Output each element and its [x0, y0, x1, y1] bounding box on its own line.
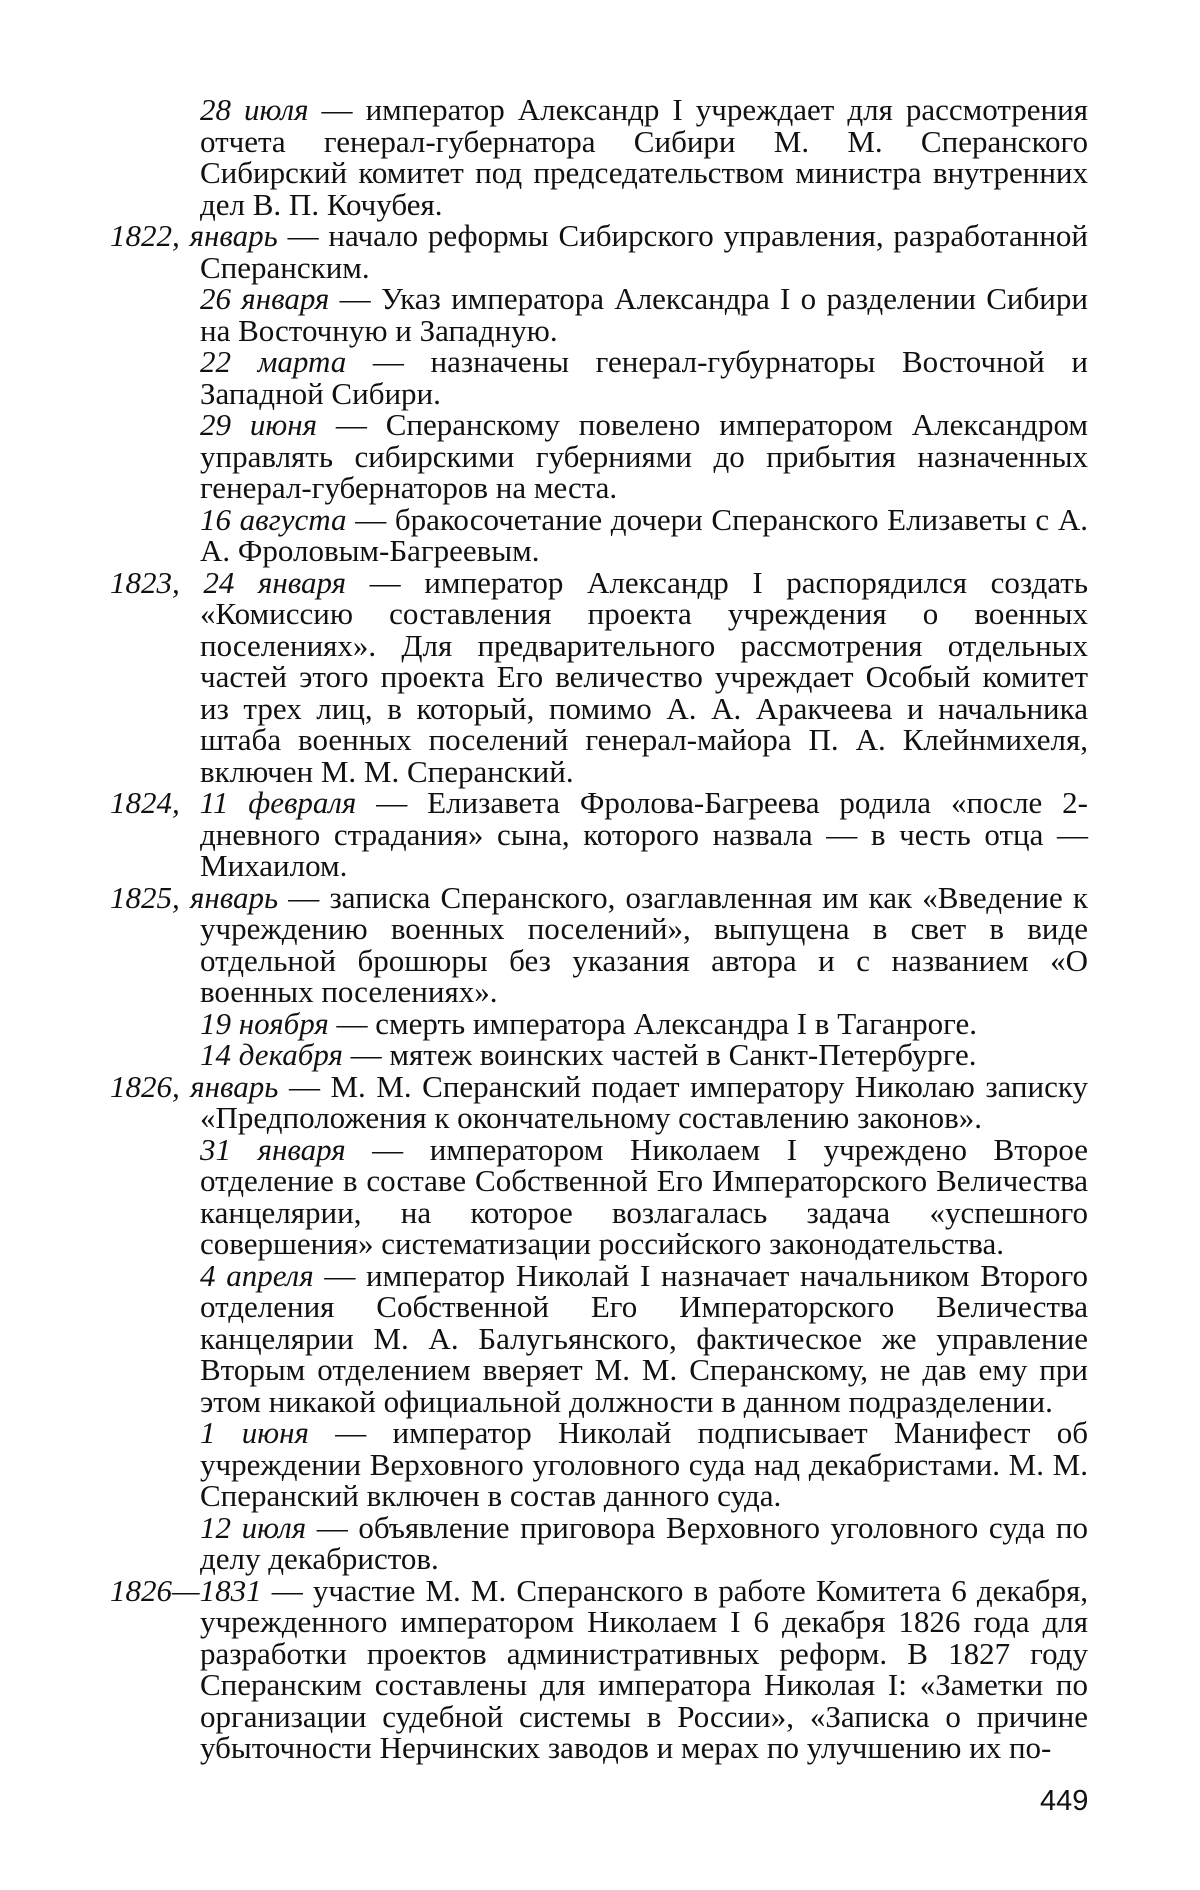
entry-date: 31 января [200, 1131, 346, 1167]
chronology-entry [110, 787, 1088, 882]
page-number: 449 [1040, 1785, 1089, 1817]
chronology-entry [110, 94, 1088, 220]
chronology-entry [110, 501, 1088, 568]
entry-date: 1822, январь [110, 218, 278, 253]
entry-text: — император Александр I учреждает для рассмотрения отчета генерал-губернатора Сибири М. М. Сперанского Сибирский комитет под председательством министра внутренних дел В. П. Кочубея. [200, 92, 1088, 222]
chronology-entry [110, 1572, 1088, 1765]
entry-text: — М. М. Сперанский подает императору Николаю записку «Предположения к окончательному составлению законов». [200, 1068, 1088, 1135]
chronology-entry [110, 879, 1088, 1009]
entry-date: 22 марта [200, 344, 347, 379]
chronology-entry [110, 1131, 1088, 1261]
chronology-text [110, 94, 1088, 1764]
chronology-entry [110, 1257, 1089, 1419]
entry-text: — Елизавета Фролова-Багреева родила «после 2-дневного страдания» сына, которого назвала — в честь отца — Михаилом. [200, 785, 1088, 883]
entry-date: 12 июля [200, 1509, 307, 1545]
entry-text: — императором Николаем I учреждено Второе отделение в составе Собственной Его Императорского Величества канцелярии, на которое возлагалась задача «успешного совершения» систематизации российского законодательства. [200, 1131, 1088, 1261]
entry-text: — Сперанскому повелено императором Александром управлять сибирскими губерниями до прибытия назначенных генерал-губернаторов на места. [200, 407, 1088, 505]
chronology-entry [110, 1509, 1088, 1576]
entry-text: — участие М. М. Сперанского в работе Комитета 6 декабря, учрежденного императором Николаем I 6 декабря 1826 года для разработки проектов административных реформ. В 1827 году Сперанским составлены для императора Николая I: «Заметки по организации судебной системы в России», «Записка о причине убыточности Нерчинских заводов и мерах по улучшению их по- [200, 1572, 1088, 1765]
entry-date: 29 июня [200, 407, 318, 442]
entry-date: 19 ноября [200, 1005, 329, 1041]
entry-date: 1825, январь [110, 879, 279, 915]
entry-date: 26 января [200, 281, 330, 316]
entry-text: — император Николай подписывает Манифест об учреждении Верховного уголовного суда над декабристами. М. М. Сперанский включен в состав данного суда. [200, 1415, 1088, 1513]
entry-date: 4 апреля [200, 1257, 314, 1293]
entry-text: — мятеж воинских частей в Санкт-Петербурге. [342, 1037, 977, 1072]
entry-text: — объявление приговора Верховного уголовного суда по делу декабристов. [200, 1509, 1088, 1576]
chronology-entry [110, 1039, 1088, 1071]
entry-text: — бракосочетание дочери Сперанского Елизаветы с А. А. Фроловым-Багреевым. [200, 501, 1088, 568]
entry-date: 1824, 11 февраля [110, 785, 357, 820]
chronology-entry [110, 1417, 1088, 1512]
entry-date: 16 августа [200, 501, 347, 537]
chronology-entry [110, 564, 1088, 789]
chronology-entry [110, 283, 1088, 346]
entry-date: 1 июня [200, 1415, 309, 1450]
chronology-entry [110, 346, 1088, 409]
chronology-entry [110, 409, 1088, 504]
entry-date: 1826, январь [110, 1068, 279, 1104]
entry-text: — начало реформы Сибирского управления, разработанной Сперанским. [200, 218, 1088, 285]
entry-date: 14 декабря [200, 1037, 343, 1072]
entry-text: — император Александр I распорядился создать «Комиссию составления проекта учреждения о военных поселениях». Для предварительного рассмотрения отдельных частей этого проекта Его величество учреждает Особый комитет из трех лиц, в который, помимо А. А. Аракчеева и начальника штаба военных поселений генерал-майора П. А. Клейнмихеля, включен М. М. Сперанский. [200, 564, 1088, 789]
entry-text: — Указ императора Александра I о разделении Сибири на Восточную и Западную. [200, 281, 1088, 348]
entry-text: — смерть императора Александра I в Таганроге. [328, 1005, 977, 1041]
entry-date: 1823, 24 января [110, 564, 347, 600]
entry-text: — записка Сперанского, озаглавленная им как «Введение к учреждению военных поселений», выпущена в свет в виде отдельной брошюры без указания автора и с названием «О военных поселениях». [200, 879, 1088, 1009]
chronology-entry [110, 1005, 1088, 1041]
chronology-entry [110, 1068, 1088, 1135]
entry-text: — император Николай I назначает начальником Второго отделения Собственной Его Императорского Величества канцелярии М. А. Балугьянского, фактическое же управление Вторым отделением вверяет М. М. Сперанскому, не дав ему при этом никакой официальной должности в данном подразделении. [200, 1257, 1089, 1419]
chronology-entry [110, 220, 1088, 283]
entry-text: — назначены генерал-губурнаторы Восточной и Западной Сибири. [200, 344, 1088, 411]
entry-date: 1826—1831 [110, 1572, 262, 1608]
entry-date: 28 июля [200, 92, 309, 127]
